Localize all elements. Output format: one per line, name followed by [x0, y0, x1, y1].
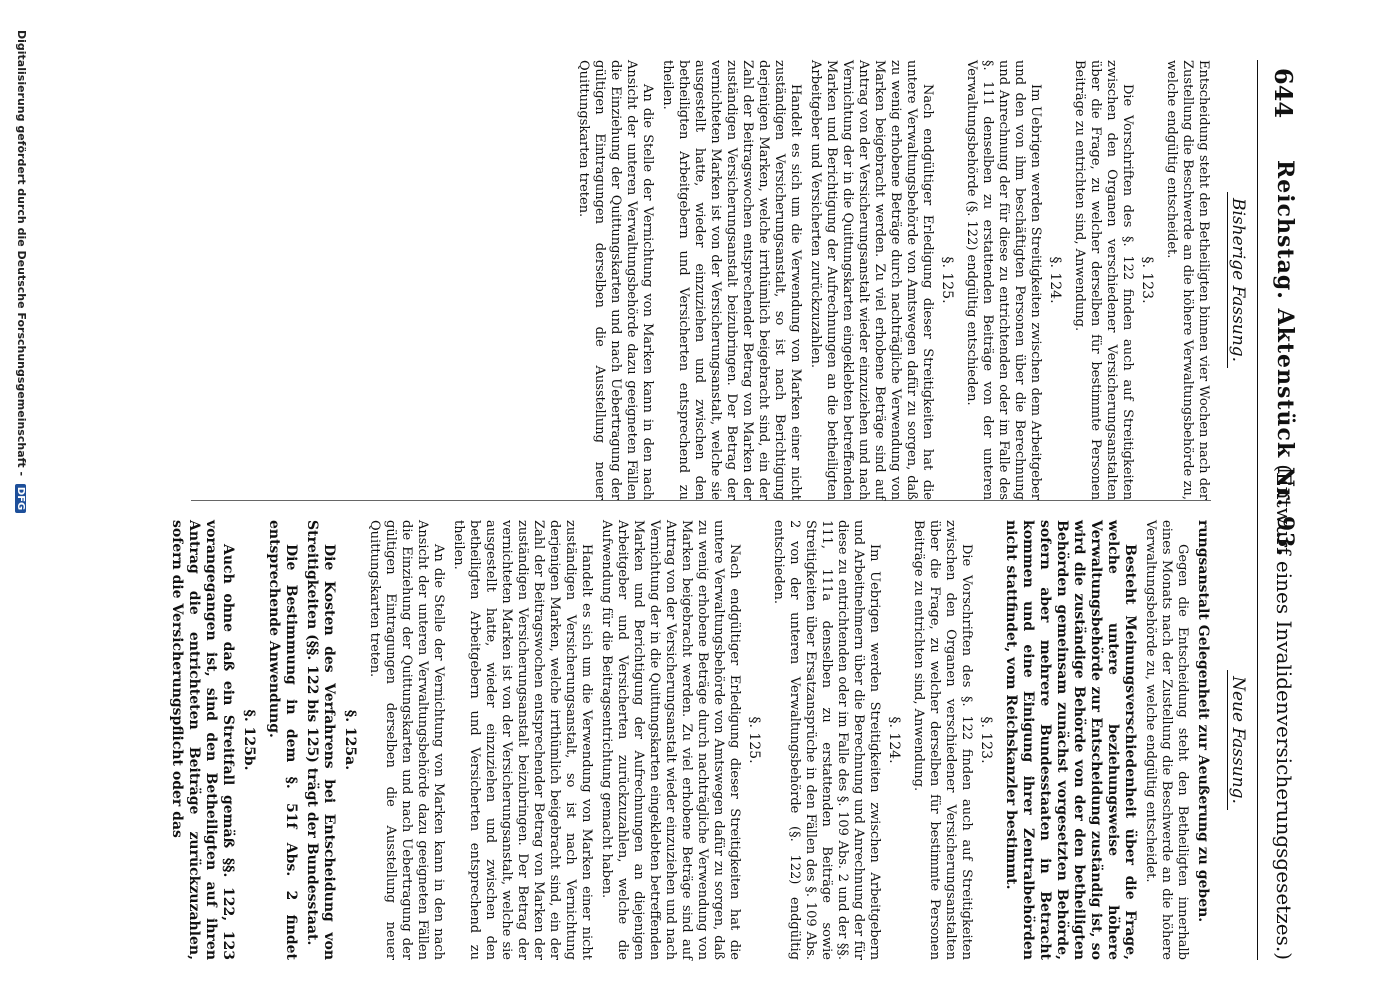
paragraph: An die Stelle der Vernichtung von Marken kann in den nach Ansicht der unteren Verwaltungsbehörde dazu geeigneten Fällen die Einziehung der Quittungskarten und nach Uebertragung der gültigen Eintragungen derselben die Ausstellung neuer Quittungskarten treten. — [367, 520, 446, 960]
paragraph: Die Vorschriften des §. 122 finden auch auf Streitigkeiten zwischen den Organen verschiedener Versicherungsanstalten über die Frage, zu welcher derselben für bestimmte Personen Beiträge zu entrichten sind, Anwendung. — [911, 520, 974, 960]
paragraph: Gegen die Entscheidung steht den Betheiligten innerhalb eines Monats nach der Zustellung die Beschwerde an die höhere Verwaltungsbehörde zu, welche endgültig entscheidet. — [1143, 520, 1190, 960]
section-title: §. 124. — [1047, 256, 1063, 304]
paragraph: Im Uebrigen werden Streitigkeiten zwischen dem Arbeitgeber und den von ihm beschäftigten Personen über die Berechnung und Anrechnung der für diese zu entrichtenden oder im Falle des §. 111 denselben zu erstattenden Beiträge von der unteren Verwaltungsbehörde (§. 122) endgültig entschieden. — [964, 60, 1043, 500]
section-title: §. 124. — [886, 716, 902, 764]
page-subtitle: (Entwurf eines Invalidenversicherungsgesetzes.) — [1272, 464, 1296, 960]
credit-text: Digitalisierung gefördert durch die Deutsche Forschungsgemeinschaft - — [15, 30, 28, 477]
paragraph: Im Uebrigen werden Streitigkeiten zwischen Arbeitgebern und Arbeitnehmern über die Berechnung und Anrechnung der für diese zu entrichtenden oder im Falle des §. 109 Abs. 2 und der §§. 111, 111a denselben zu erstattenden Beiträge sowie Streitigkeiten über Ersatzansprüche in den Fällen des §. 109 Abs. 2 von der unteren Verwaltungsbehörde (§. 122) endgültig entschieden. — [771, 520, 882, 960]
page-header — [1257, 60, 1298, 960]
section-title: §. 125. — [939, 256, 955, 304]
paragraph: Entscheidung steht den Betheiligten binnen vier Wochen nach der Zustellung die Beschwerde an die höhere Verwaltungsbehörde zu, welche endgültig entscheidet. — [1164, 60, 1211, 500]
paragraph: Auch ohne daß ein Streitfall gemäß §§. 122, 123 vorangegangen ist, sind den Betheiligten auf ihren Antrag die entrichteten Beiträge zurückzuzahlen, sofern die Versicherungspflicht oder das — [169, 520, 236, 960]
paragraph: Nach endgültiger Erledigung dieser Streitigkeiten hat die untere Verwaltungsbehörde von Amtswegen dafür zu sorgen, daß zu wenig erhobene Beträge durch nachträgliche Verwendung von Marken beigebracht werden. Zu viel erhobene Beträge sind auf Antrag von der Versicherungsanstalt wieder einzuziehen und nach Vernichtung der in die Quittungskarten eingeklebten betreffenden Marken und Berichtigung der Aufrechnungen an diejenigen Arbeitgeber und Versicherten zurückzuzahlen, welche die Aufwendung für die Beitragsentrichtung gemacht haben. — [599, 520, 742, 960]
paragraph: Handelt es sich um die Verwendung von Marken einer nicht zuständigen Versicherungsanstalt, so ist nach Vernichtung derjenigen Marken, welche irrthümlich beigebracht sind, ein der Zahl der Beitragswochen entsprechender Betrag von Marken der zuständigen Versicherungsanstalt beizubringen. Der Betrag der vernichteten Marken ist von der Versicherungsanstalt, welche sie ausgestellt hatte, wieder einzuziehen und zwischen den betheiligten Arbeitgebern und Versicherten entsprechend zu theilen. — [451, 520, 594, 960]
paragraph: Die Vorschriften des §. 122 finden auch auf Streitigkeiten zwischen den Organen verschiedener Versicherungsanstalten über die Frage, zu welcher derselben für bestimmte Personen Beiträge zu entrichten sind, Anwendung. — [1072, 60, 1135, 500]
section-title: §. 125. — [746, 716, 762, 764]
paragraph: An die Stelle der Vernichtung von Marken kann in den nach Ansicht der unteren Verwaltungsbehörde dazu geeigneten Fällen die Einziehung der Quittungskarten und nach Uebertragung der gültigen Eintragungen derselben die Ausstellung neuer Quittungskarten treten. — [576, 60, 655, 500]
page-number: 644 — [1269, 68, 1298, 119]
left-column-heading: Bisherige Fassung. — [1218, 60, 1248, 500]
dfg-logo: DFG — [15, 484, 26, 513]
paragraph: Nach endgültiger Erledigung dieser Streitigkeiten hat die untere Verwaltungsbehörde von Amtswegen dafür zu sorgen, daß zu wenig erhobene Beträge durch nachträgliche Verwendung von Marken beigebracht werden. Zu viel erhobene Beträge sind auf Antrag von der Versicherungsanstalt wieder einzuziehen und nach Vernichtung der in die Quittungskarten eingeklebten betreffenden Marken und Berichtigung der Aufrechnungen an die betheiligten Arbeitgeber und Versicherten zurückzuzahlen. — [808, 60, 935, 500]
right-column-heading: Neue Fassung. — [1218, 520, 1248, 960]
left-column — [571, 60, 1211, 500]
section-title: §. 125a. — [342, 709, 358, 771]
page-title: Reichstag. Aktenstück Nr. 93. — [1272, 160, 1298, 558]
digitization-credit — [15, 30, 28, 930]
paragraph: rungsanstalt Gelegenheit zur Aeußerung zu geben. — [1195, 520, 1211, 923]
paragraph: Die Bestimmung in dem §. 51f Abs. 2 findet entsprechende Anwendung. — [266, 520, 299, 960]
paragraph: Die Kosten des Verfahrens bei Entscheidung von Streitigkeiten (§§. 122 bis 125) trägt der Bundesstaat. — [304, 520, 337, 960]
section-title: §. 123. — [978, 716, 994, 764]
right-column — [164, 520, 1211, 960]
paragraph: Besteht Meinungsverschiedenheit über die Frage, welche untere beziehungsweise höhere Verwaltungsbehörde zur Entscheidung zuständig ist, so wird die zuständige Behörde von der den betheiligten Behörden gemeinsam zunächst vorgesetzten Behörde, sofern aber mehrere Bundesstaaten in Betracht kommen und eine Einigung ihrer Zentralbehörden nicht stattfindet, vom Reichskanzler bestimmt. — [1003, 520, 1138, 960]
column-divider — [191, 500, 1211, 501]
paragraph: Handelt es sich um die Verwendung von Marken einer nicht zuständigen Versicherungsanstalt, so ist nach Berichtigung derjenigen Marken, welche irrthümlich beigebracht sind, ein der Zahl der Beitragswochen entsprechender Betrag von Marken der zuständigen Versicherungsanstalt beizubringen. Der Betrag der vernichteten Marken ist von der Versicherungsanstalt, welche sie ausgestellt hatte, wieder einzuziehen und zwischen den betheiligten Arbeitgebern und Versicherten entsprechend zu theilen. — [660, 60, 803, 500]
section-title: §. 123. — [1139, 256, 1155, 304]
section-title: §. 125b. — [241, 709, 257, 771]
